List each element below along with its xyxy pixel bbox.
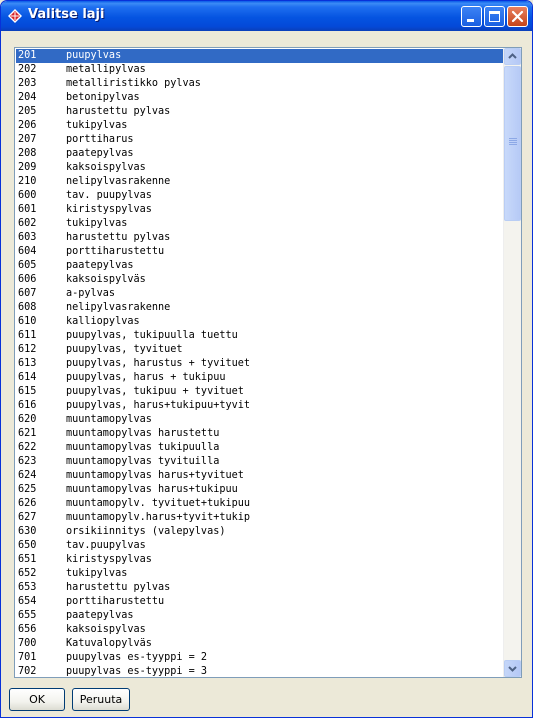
list-item[interactable] xyxy=(16,63,504,77)
list-item-code: 652 xyxy=(18,568,37,579)
list-item-label: puupylvas, tukipuu + tyvituet xyxy=(66,386,244,397)
list-item[interactable] xyxy=(16,301,504,315)
list-item[interactable] xyxy=(16,231,504,245)
list-item-label: metallipylvas xyxy=(66,64,146,75)
list-item[interactable] xyxy=(16,147,504,161)
list-item-code: 601 xyxy=(18,204,37,215)
list-item-code: 625 xyxy=(18,484,37,495)
list-item[interactable] xyxy=(16,273,504,287)
list-item-code: 205 xyxy=(18,106,37,117)
list-item-code: 614 xyxy=(18,372,37,383)
list-item[interactable] xyxy=(16,371,504,385)
list-item-code: 626 xyxy=(18,498,37,509)
list-item-label: kaksoispylvas xyxy=(66,624,146,635)
list-item-code: 204 xyxy=(18,92,37,103)
list-item-label: a-pylvas xyxy=(66,288,116,299)
list-item-code: 622 xyxy=(18,442,37,453)
scroll-down-button[interactable] xyxy=(504,660,521,677)
list-item-code: 700 xyxy=(18,638,37,649)
list-item-label: orsikiinnitys (valepylvas) xyxy=(66,526,226,537)
list-item-code: 656 xyxy=(18,624,37,635)
list-item-label: puupylvas, harus+tukipuu+tyvit xyxy=(66,400,251,411)
chevron-up-icon xyxy=(505,49,520,64)
scroll-thumb[interactable] xyxy=(504,66,521,221)
window-title: Valitse laji xyxy=(28,7,105,22)
scroll-up-button[interactable] xyxy=(504,48,521,65)
list-item-label: nelipylvasrakenne xyxy=(66,176,171,187)
list-item-label: muuntamopylv. tyvituet+tukipuu xyxy=(66,498,251,509)
minimize-button[interactable] xyxy=(461,6,482,27)
list-item-label: muuntamopylvas harus+tukipuu xyxy=(66,484,238,495)
list-item[interactable] xyxy=(16,203,504,217)
list-item[interactable] xyxy=(16,497,504,511)
list-item-code: 605 xyxy=(18,260,37,271)
list-item[interactable] xyxy=(16,623,504,637)
maximize-icon xyxy=(485,7,504,26)
list-item-label: betonipylvas xyxy=(66,92,140,103)
list-item[interactable] xyxy=(16,525,504,539)
thumb-grip xyxy=(509,144,517,145)
list-item-label: porttiharustettu xyxy=(66,596,165,607)
list-item-code: 651 xyxy=(18,554,37,565)
list-item-code: 602 xyxy=(18,218,37,229)
list-item-code: 203 xyxy=(18,78,37,89)
list-item-code: 610 xyxy=(18,316,37,327)
list-item-label: tav.puupylvas xyxy=(66,540,146,551)
list-item-label: tukipylvas xyxy=(66,218,128,229)
list-item[interactable] xyxy=(16,105,504,119)
list-item[interactable] xyxy=(16,665,504,676)
list-item-code: 207 xyxy=(18,134,37,145)
list-item-label: puupylvas xyxy=(66,50,122,61)
list-item[interactable] xyxy=(16,637,504,651)
list-item[interactable] xyxy=(16,175,504,189)
list-item[interactable] xyxy=(16,539,504,553)
thumb-grip xyxy=(509,142,517,143)
list-item-label: kiristyspylvas xyxy=(66,554,152,565)
list-item-label: kaksoispylvas xyxy=(66,162,146,173)
list-item-code: 208 xyxy=(18,148,37,159)
list-item-label: Katuvalopylväs xyxy=(66,638,152,649)
list-item[interactable] xyxy=(16,77,504,91)
maximize-button[interactable] xyxy=(484,6,505,27)
list-item-code: 630 xyxy=(18,526,37,537)
list-item-code: 654 xyxy=(18,596,37,607)
list-item[interactable] xyxy=(16,581,504,595)
list-item-code: 655 xyxy=(18,610,37,621)
list-item-label: nelipylvasrakenne xyxy=(66,302,171,313)
list-item[interactable] xyxy=(16,595,504,609)
list-item-label: muuntamopylvas tukipuulla xyxy=(66,442,220,453)
list-item-code: 702 xyxy=(18,666,37,676)
list-item-code: 616 xyxy=(18,400,37,411)
list-item[interactable] xyxy=(16,315,504,329)
list-item-code: 611 xyxy=(18,330,37,341)
list-item-code: 603 xyxy=(18,232,37,243)
list-item[interactable] xyxy=(16,343,504,357)
list-item[interactable] xyxy=(16,427,504,441)
list-item-label: puupylvas es-tyyppi = 2 xyxy=(66,652,208,663)
dialog-client-area xyxy=(4,31,529,714)
list-item-label: tukipylvas xyxy=(66,568,128,579)
list-item-code: 650 xyxy=(18,540,37,551)
list-item-label: puupylvas, harus + tukipuu xyxy=(66,372,226,383)
list-item[interactable] xyxy=(16,609,504,623)
vertical-scrollbar[interactable] xyxy=(503,48,521,677)
list-item[interactable] xyxy=(16,49,504,63)
close-button[interactable] xyxy=(507,6,528,27)
list-item-code: 621 xyxy=(18,428,37,439)
list-item[interactable] xyxy=(16,399,504,413)
list-item-label: muuntamopylvas harustettu xyxy=(66,428,220,439)
list-item[interactable] xyxy=(16,287,504,301)
list-item-label: puupylvas, tukipuulla tuettu xyxy=(66,330,238,341)
list-item-code: 620 xyxy=(18,414,37,425)
list-item-label: metalliristikko pylvas xyxy=(66,78,201,89)
list-item-label: muuntamopylvas tyvituilla xyxy=(66,456,220,467)
list-item-code: 612 xyxy=(18,344,37,355)
list-item[interactable] xyxy=(16,133,504,147)
list-item[interactable] xyxy=(16,553,504,567)
list-item-label: puupylvas es-tyyppi = 3 xyxy=(66,666,208,676)
list-item[interactable] xyxy=(16,119,504,133)
list-item-label: kiristyspylvas xyxy=(66,204,152,215)
app-icon xyxy=(7,8,23,24)
close-icon xyxy=(508,7,527,26)
list-item-code: 209 xyxy=(18,162,37,173)
list-item-code: 600 xyxy=(18,190,37,201)
list-item-label: harustettu pylvas xyxy=(66,582,171,593)
list-item[interactable] xyxy=(16,455,504,469)
list-item[interactable] xyxy=(16,329,504,343)
list-item[interactable] xyxy=(16,217,504,231)
list-item[interactable] xyxy=(16,567,504,581)
list-item[interactable] xyxy=(16,91,504,105)
list-item-label: tav. puupylvas xyxy=(66,190,152,201)
list-item-label: harustettu pylvas xyxy=(66,232,171,243)
list-item-code: 653 xyxy=(18,582,37,593)
list-item-code: 701 xyxy=(18,652,37,663)
list-item[interactable] xyxy=(16,245,504,259)
list-item-label: muuntamopylvas xyxy=(66,414,152,425)
list-item-label: puupylvas, tyvituet xyxy=(66,344,183,355)
thumb-grip xyxy=(509,140,517,141)
list-item-label: porttiharustettu xyxy=(66,246,165,257)
list-item[interactable] xyxy=(16,189,504,203)
list-item-code: 606 xyxy=(18,274,37,285)
chevron-down-icon xyxy=(505,661,520,676)
list-item-code: 624 xyxy=(18,470,37,481)
list-item[interactable] xyxy=(16,357,504,371)
list-item[interactable] xyxy=(16,469,504,483)
ok-button[interactable]: OK xyxy=(9,688,65,711)
list-item-code: 202 xyxy=(18,64,37,75)
minimize-icon xyxy=(462,7,481,26)
list-item-label: tukipylvas xyxy=(66,120,128,131)
list-item[interactable] xyxy=(16,483,504,497)
list-item-label: harustettu pylvas xyxy=(66,106,171,117)
list-item-label: muuntamopylvas harus+tyvituet xyxy=(66,470,244,481)
list-item-label: puupylvas, harustus + tyvituet xyxy=(66,358,251,369)
list-item[interactable] xyxy=(16,511,504,525)
list-item-code: 607 xyxy=(18,288,37,299)
list-item-label: paatepylvas xyxy=(66,610,134,621)
list-item-label: paatepylvas xyxy=(66,260,134,271)
list-item-code: 615 xyxy=(18,386,37,397)
type-listbox[interactable] xyxy=(14,47,522,678)
title-bar[interactable] xyxy=(1,1,532,31)
list-item-label: porttiharus xyxy=(66,134,134,145)
thumb-grip xyxy=(509,138,517,139)
list-item[interactable] xyxy=(16,385,504,399)
list-item-label: kalliopylvas xyxy=(66,316,140,327)
listbox-rows xyxy=(16,49,504,676)
list-item[interactable] xyxy=(16,651,504,665)
list-item-code: 604 xyxy=(18,246,37,257)
list-item-code: 623 xyxy=(18,456,37,467)
list-item-code: 627 xyxy=(18,512,37,523)
cancel-button[interactable]: Peruuta xyxy=(72,688,130,711)
list-item-code: 206 xyxy=(18,120,37,131)
list-item-code: 608 xyxy=(18,302,37,313)
list-item-code: 210 xyxy=(18,176,37,187)
list-item-label: muuntamopylv.harus+tyvit+tukip xyxy=(66,512,251,523)
list-item-code: 613 xyxy=(18,358,37,369)
list-item[interactable] xyxy=(16,413,504,427)
list-item[interactable] xyxy=(16,441,504,455)
list-item[interactable] xyxy=(16,259,504,273)
list-item[interactable] xyxy=(16,161,504,175)
list-item-code: 201 xyxy=(18,50,37,61)
list-item-label: paatepylvas xyxy=(66,148,134,159)
list-item-label: kaksoispylväs xyxy=(66,274,146,285)
